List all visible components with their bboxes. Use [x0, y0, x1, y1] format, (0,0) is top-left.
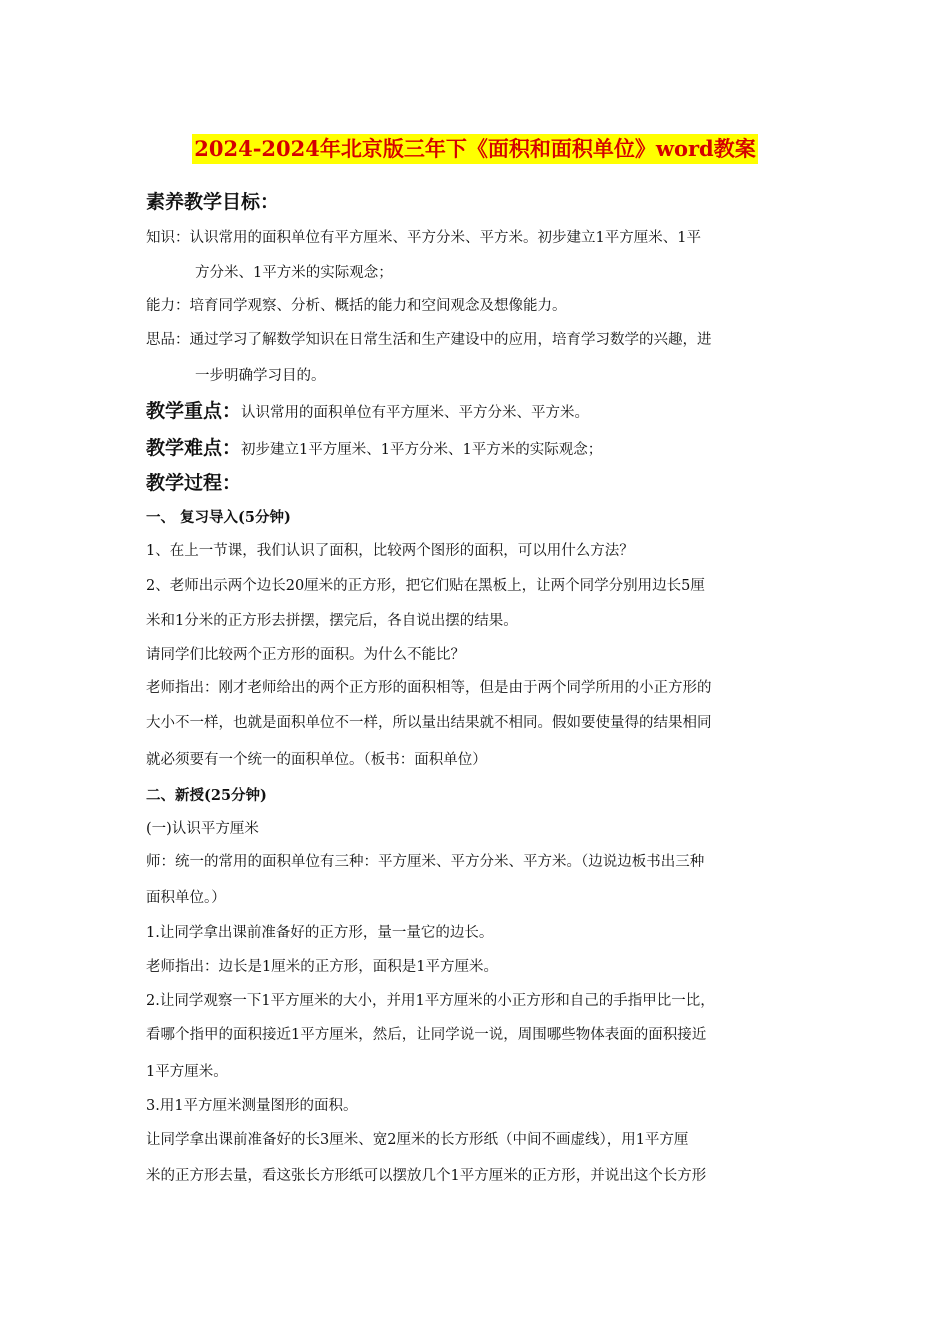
section2-line: 面积单位。）: [146, 890, 226, 906]
key-point-label: 教学重点：: [146, 400, 242, 422]
section2-line: 1平方厘米。: [146, 1064, 228, 1080]
goal-ability: 能力：培育同学观察、分析、概括的能力和空间观念及想像能力。: [146, 298, 567, 314]
key-point: [146, 399, 589, 423]
section2-line: 师：统一的常用的面积单位有三种：平方厘米、平方分米、平方米。（边说边板书出三种: [146, 854, 705, 870]
goal-knowledge-line-1: 知识：认识常用的面积单位有平方厘米、平方分米、平方米。初步建立1平方厘米、1平: [146, 230, 701, 246]
section2-line: (一)认识平方厘米: [146, 821, 259, 837]
difficulty: [146, 436, 602, 460]
section1-line: 老师指出：刚才老师给出的两个正方形的面积相等，但是由于两个同学所用的小正方形的: [146, 680, 712, 696]
section2-line: 米的正方形去量，看这张长方形纸可以摆放几个1平方厘米的正方形，并说出这个长方形: [146, 1168, 707, 1184]
section1-line: 2、老师出示两个边长20厘米的正方形，把它们贴在黑板上，让两个同学分别用边长5厘: [146, 578, 705, 594]
goals-heading: 素养教学目标：: [146, 191, 280, 213]
key-point-text: 认识常用的面积单位有平方厘米、平方分米、平方米。: [241, 405, 590, 421]
section1-line: 1、在上一节课，我们认识了面积，比较两个图形的面积，可以用什么方法？: [146, 543, 634, 559]
goal-moral-line-1: 思品：通过学习了解数学知识在日常生活和生产建设中的应用，培育学习数学的兴趣，进: [146, 332, 712, 348]
document-title: 2024-2024年北京版三年下《面积和面积单位》word教案: [192, 134, 757, 164]
section2-line: 1.让同学拿出课前准备好的正方形，量一量它的边长。: [146, 925, 494, 941]
difficulty-text: 初步建立1平方厘米、1平方分米、1平方米的实际观念；: [241, 442, 603, 458]
section2-line: 看哪个指甲的面积接近1平方厘米，然后，让同学说一说，周围哪些物体表面的面积接近: [146, 1027, 707, 1043]
section1-line: 米和1分米的正方形去拼摆，摆完后，各自说出摆的结果。: [146, 613, 518, 629]
title-container: [0, 134, 950, 164]
section1-line: 就必须要有一个统一的面积单位。（板书：面积单位）: [146, 752, 487, 768]
goal-knowledge-line-2: 方分米、1平方米的实际观念；: [195, 265, 393, 281]
difficulty-label: 教学难点：: [146, 437, 242, 459]
section2-heading: 二、新授(25分钟): [146, 787, 267, 804]
section2-line: 3.用1平方厘米测量图形的面积。: [146, 1098, 358, 1114]
section1-line: 大小不一样，也就是面积单位不一样，所以量出结果就不相同。假如要使量得的结果相同: [146, 715, 712, 731]
process-heading: 教学过程：: [146, 472, 242, 494]
section1-line: 请同学们比较两个正方形的面积。为什么不能比？: [146, 647, 465, 663]
goal-moral-line-2: 一步明确学习目的。: [195, 368, 326, 384]
section2-line: 老师指出：边长是1厘米的正方形，面积是1平方厘米。: [146, 959, 498, 975]
section1-heading: 一、 复习导入(5分钟): [146, 509, 291, 526]
section2-line: 让同学拿出课前准备好的长3厘米、宽2厘米的长方形纸（中间不画虚线），用1平方厘: [146, 1132, 689, 1148]
section2-line: 2.让同学观察一下1平方厘米的大小，并用1平方厘米的小正方形和自己的手指甲比一比，: [146, 993, 715, 1009]
